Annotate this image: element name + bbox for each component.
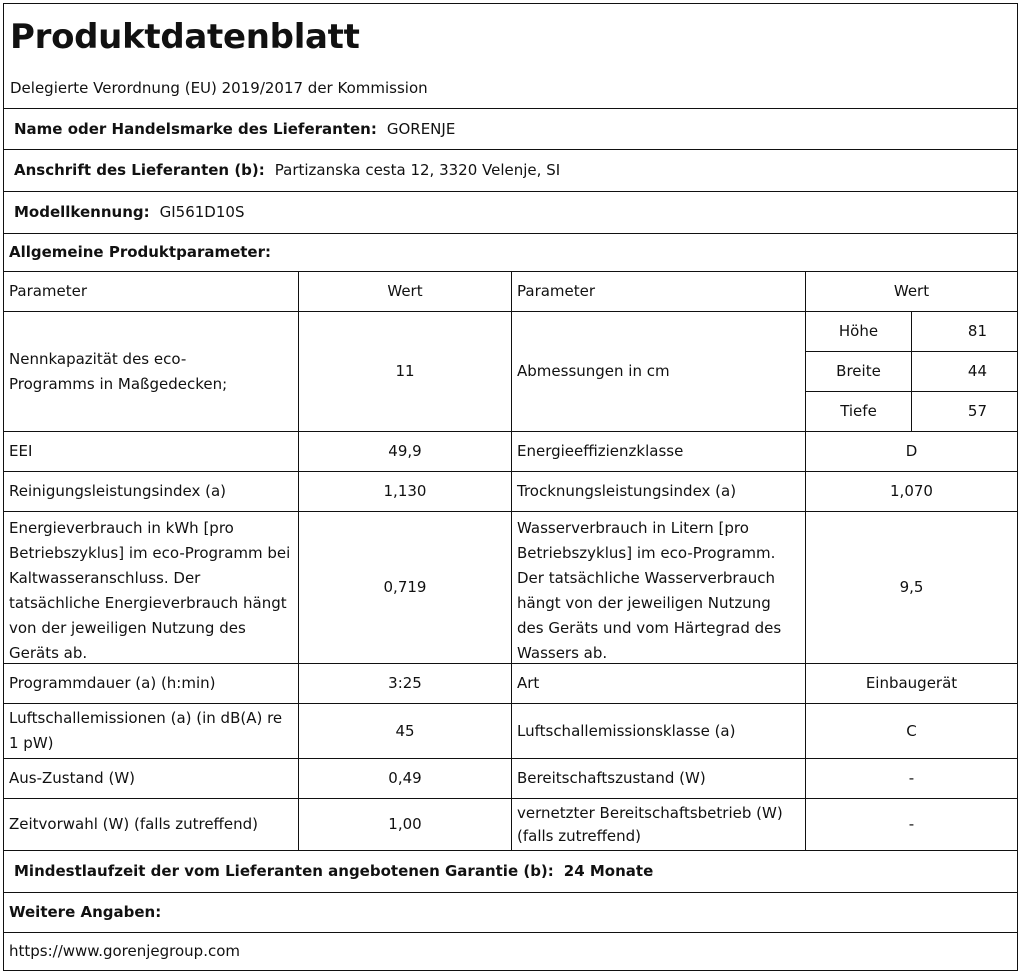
- regulation-text: Delegierte Verordnung (EU) 2019/2017 der Kommission: [10, 79, 428, 97]
- model-label: Modellkennung:: [14, 203, 150, 221]
- depth-label: Tiefe: [840, 402, 877, 420]
- drying-label: Trocknungsleistungsindex (a): [517, 482, 737, 500]
- depth-value: 57: [967, 402, 987, 420]
- general-section-row: [4, 234, 1017, 272]
- duration-type-row: [4, 664, 1017, 704]
- supplier-address-row: [4, 150, 1017, 192]
- column-header-row: [4, 272, 1017, 312]
- height-label: Höhe: [838, 322, 879, 340]
- model-row: [4, 192, 1017, 234]
- supplier-name-row: [4, 109, 1017, 150]
- type-value: Einbaugerät: [865, 674, 958, 692]
- width-value: 44: [967, 362, 987, 380]
- noise-label: Luftschallemissionen (a) (in dB(A) re 1 pW): [9, 709, 283, 752]
- cleaning-label: Reinigungsleistungsindex (a): [9, 482, 227, 500]
- program-duration-value: 3:25: [388, 674, 422, 692]
- energy-consumption-label: Energieverbrauch in kWh [pro Betriebszyklus] im eco-Programm bei Kaltwasseranschluss. Der tatsächliche Energieverbrauch hängt von der jeweiligen Nutzung des Geräts ab.: [9, 519, 291, 662]
- energy-consumption-value: 0,719: [383, 578, 427, 596]
- program-duration-label: Programmdauer (a) (h:min): [9, 674, 216, 692]
- width-label: Breite: [836, 362, 881, 380]
- energy-class-label: Energieeffizienzklasse: [517, 442, 684, 460]
- consumption-row: [4, 512, 1017, 664]
- more-info-row: [4, 893, 1017, 933]
- off-standby-row: [4, 759, 1017, 799]
- warranty-label: Mindestlaufzeit der vom Lieferanten angebotenen Garantie (b):: [14, 862, 554, 880]
- supplier-name-value: GORENJE: [386, 119, 456, 138]
- eei-row: [4, 432, 1017, 472]
- regulation-row: [4, 70, 1017, 109]
- standby-value: -: [908, 769, 915, 787]
- cleaning-value: 1,130: [383, 482, 427, 500]
- dimensions-label: Abmessungen in cm: [517, 362, 670, 380]
- capacity-value: 11: [395, 362, 415, 380]
- model-value: GI561D10S: [159, 203, 245, 221]
- delay-networked-row: [4, 799, 1017, 851]
- delay-start-value: 1,00: [388, 815, 422, 833]
- supplier-address-value: Partizanska cesta 12, 3320 Velenje, SI: [274, 161, 561, 179]
- page-title: Produktdatenblatt: [10, 16, 360, 57]
- noise-value: 45: [395, 721, 415, 740]
- supplier-name-label: Name oder Handelsmarke des Lieferanten:: [14, 119, 377, 138]
- height-value: 81: [967, 322, 987, 340]
- noise-class-label: Luftschallemissionsklasse (a): [517, 721, 736, 740]
- energy-class-value: D: [905, 442, 918, 460]
- warranty-value: 24 Monate: [563, 862, 654, 880]
- url-row: [4, 933, 1017, 970]
- standby-label: Bereitschaftszustand (W): [517, 769, 706, 787]
- col-parameter-left: Parameter: [9, 282, 88, 300]
- drying-value: 1,070: [890, 482, 933, 500]
- supplier-address-label: Anschrift des Lieferanten (b):: [14, 161, 265, 179]
- off-mode-value: 0,49: [388, 769, 422, 787]
- noise-row: [4, 704, 1017, 759]
- col-value-left: Wert: [387, 282, 423, 300]
- cleaning-drying-row: [4, 472, 1017, 512]
- capacity-label: Nennkapazität des eco-Programms in Maßgedecken;: [9, 349, 228, 393]
- eei-value: 49,9: [388, 442, 422, 460]
- title-row: [4, 4, 1017, 70]
- water-consumption-label: Wasserverbrauch in Litern [pro Betriebszyklus] im eco-Programm. Der tatsächliche Wasserverbrauch hängt von der jeweiligen Nutzung des Geräts und vom Härtegrad des Wassers ab.: [517, 519, 782, 662]
- warranty-row: [4, 851, 1017, 893]
- noise-class-value: C: [906, 721, 917, 740]
- networked-standby-label: vernetzter Bereitschaftsbetrieb (W) (falls zutreffend): [517, 803, 783, 845]
- networked-standby-value: -: [908, 815, 915, 833]
- dimensions-subtable: [806, 312, 1017, 431]
- capacity-dimensions-row: [4, 312, 1017, 432]
- delay-start-label: Zeitvorwahl (W) (falls zutreffend): [9, 815, 258, 833]
- more-info-label: Weitere Angaben:: [9, 903, 162, 921]
- eei-label: EEI: [9, 442, 33, 460]
- water-consumption-value: 9,5: [899, 578, 924, 596]
- type-label: Art: [517, 674, 540, 692]
- website-link[interactable]: https://www.gorenjegroup.com: [9, 942, 240, 960]
- off-mode-label: Aus-Zustand (W): [9, 769, 135, 787]
- product-data-sheet: [3, 3, 1018, 971]
- col-value-right: Wert: [893, 282, 930, 300]
- general-section-label: Allgemeine Produktparameter:: [9, 243, 272, 261]
- col-parameter-right: Parameter: [517, 282, 596, 300]
